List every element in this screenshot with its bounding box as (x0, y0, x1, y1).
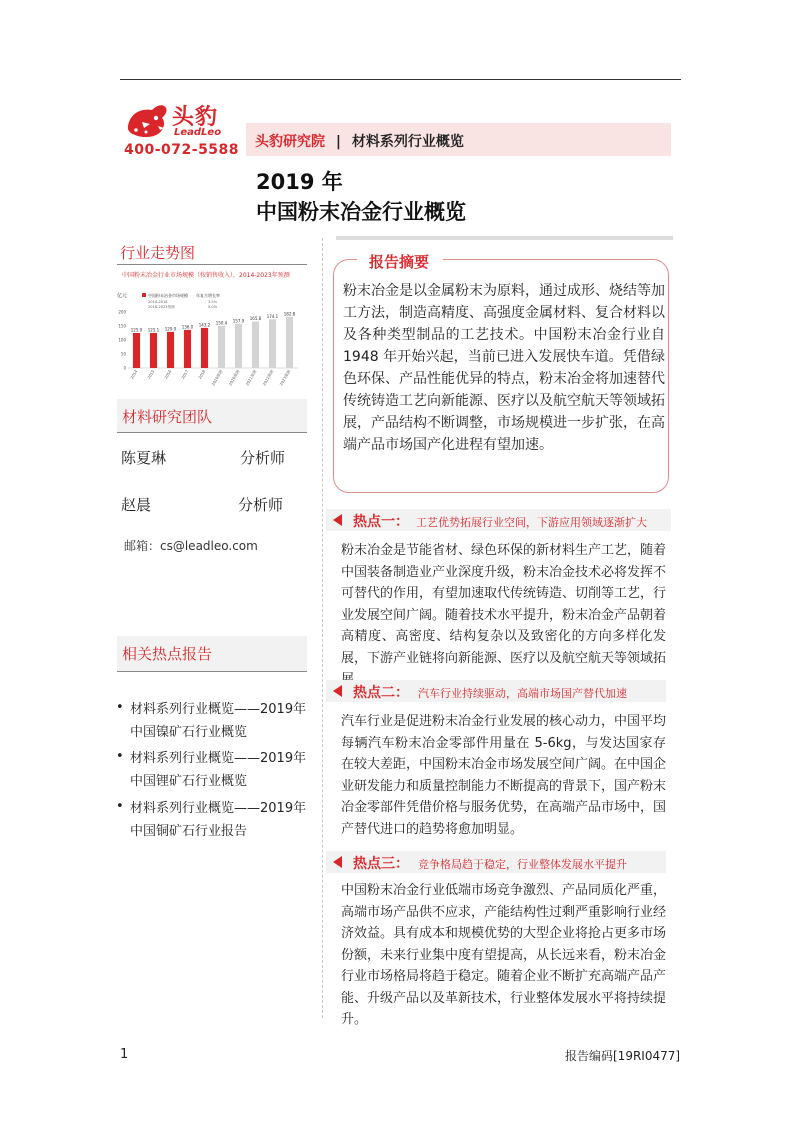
leopard-logo-icon (124, 100, 170, 144)
chart-bar (201, 328, 208, 368)
x-tick-label: 2023预测 (278, 369, 292, 387)
x-tick-label: 2014 (129, 369, 139, 380)
chart-bar (218, 326, 225, 368)
hotspot-marker-icon (333, 514, 342, 526)
bullet-icon: • (116, 799, 124, 814)
bar-value-label: 125.1 (147, 327, 160, 333)
hotspot-label: 热点三： (353, 856, 409, 872)
x-tick-label: 2018 (197, 369, 207, 380)
x-tick-label: 2022预测 (261, 369, 275, 387)
bar-value-label: 174.1 (266, 313, 279, 319)
chart-bar (167, 332, 174, 368)
analyst-name: 陈夏琳 (121, 449, 167, 467)
page-number: 1 (120, 1047, 129, 1062)
cagr-value: 3.5% (208, 300, 218, 304)
related-report-link[interactable]: 材料系列行业概览——2019年中国铜矿石行业报告 (130, 801, 307, 839)
related-heading: 相关热点报告 (122, 645, 213, 663)
trend-rule (117, 264, 307, 265)
top-rule (120, 79, 681, 80)
report-title: 中国粉末冶金行业概览 (256, 200, 466, 224)
contact-email: 邮箱：cs@leadleo.com (124, 539, 258, 553)
bar-value-label: 157.9 (232, 318, 245, 324)
hotspot-text: 中国粉末冶金行业低端市场竞争激烈、产品同质化严重，高端市场产品供不应求，产能结构性过剩严重影响行业经济效益。具有成本和规模优势的大型企业将抢占更多市场份额，未来行业集中度有望提高，从长远来看，粉末冶金行业市场格局将趋于稳定。随着企业不断扩充高端产品产能、升级产品以及革新技术，行业整体发展水平将持续提升。 (341, 883, 667, 1027)
bar-value-label: 136.0 (181, 324, 194, 330)
y-tick-label: 0 (123, 365, 126, 371)
x-tick-label: 2019预测 (210, 369, 224, 387)
report-year: 2019 年 (256, 170, 343, 194)
hotspot-text: 汽车行业是促进粉末冶金行业发展的核心动力，中国平均每辆汽车粉末冶金零部件用量在 5-6kg，与发达国家存在较大差距，中国粉末冶金市场发展空间广阔。在中国企业研发能力和质量控制能力不断提高的背景下，国产粉末冶金零部件凭借价格与服务优势，在高端产品市场中，国产替代进口的趋势将愈加明显。 (341, 714, 667, 837)
logo-text-en: LeadLeo (174, 127, 222, 138)
hotspot-subtitle: 竞争格局趋于稳定，行业整体发展水平提升 (418, 858, 627, 871)
bar-value-label: 150.4 (215, 320, 228, 326)
chart-bar (133, 333, 140, 368)
chart-bar (235, 324, 242, 368)
y-tick-label: 200 (118, 309, 126, 315)
y-axis-unit: 亿元 (117, 293, 128, 299)
logo-text-cn: 头豹 (172, 105, 219, 130)
y-tick-label: 150 (118, 323, 126, 329)
column-divider (322, 238, 323, 1018)
chart-title: 中国粉末冶金行业市场规模（按销售收入），2014-2023年预测 (122, 272, 290, 279)
header-separator: | (335, 134, 341, 150)
chart-bar (184, 330, 191, 368)
chart-bar (252, 322, 259, 368)
report-code: 报告编码[19RI0477] (565, 1049, 681, 1063)
analyst-role: 分析师 (238, 496, 284, 514)
hotspot-label: 热点二： (353, 685, 409, 701)
x-tick-label: 2017 (180, 369, 190, 380)
cagr-period: 2018-2023预测 (148, 305, 175, 309)
legend-entry: 中国粉末冶金市场规模 (148, 293, 188, 298)
hotspot-marker-icon (333, 685, 342, 697)
x-tick-label: 2016 (163, 369, 173, 380)
related-report-link[interactable]: 材料系列行业概览——2019年中国镍矿石行业概览 (130, 702, 307, 740)
bullet-icon: • (116, 749, 124, 764)
chart-bar (286, 317, 293, 368)
hotspot-subtitle: 工艺优势拓展行业空间，下游应用领域逐渐扩大 (416, 516, 647, 529)
header-title (255, 131, 464, 151)
institute-name: 头豹研究院 (255, 134, 325, 150)
hotspot-text: 粉末冶金是节能省材、绿色环保的新材料生产工艺，随着中国装备制造业产业深度升级，粉末冶金技术必将发挥不可替代的作用，有望加速取代传统铸造、切削等工艺，行业发展空间广阔。随着技术水平提升，粉末冶金产品朝着高精度、高密度、结构复杂以及致密化的方向多样化发展，下游产业链将向新能源、医疗以及航空航天等领域拓 (341, 543, 667, 666)
cagr-period: 2014-2018 (148, 300, 168, 304)
phone-number: 400-072-5588 (124, 142, 240, 158)
y-tick-label: 100 (118, 337, 126, 343)
related-report-link[interactable]: 材料系列行业概览——2019年中国锂矿石行业概览 (130, 751, 307, 789)
x-tick-label: 2020预测 (227, 369, 241, 387)
team-heading: 材料研究团队 (122, 408, 213, 426)
trend-heading: 行业走势图 (120, 244, 196, 262)
summary-label: 报告摘要 (369, 253, 430, 271)
x-tick-label: 2021预测 (244, 369, 258, 387)
bar-value-label: 129.0 (164, 326, 177, 332)
analyst-name: 赵晨 (121, 496, 152, 514)
bullet-icon: • (116, 700, 124, 715)
analyst-role: 分析师 (240, 449, 286, 467)
hotspot-subtitle: 汽车行业持续驱动，高端市场国产替代加速 (418, 687, 627, 700)
legend-swatch (142, 293, 146, 297)
summary-top-bar (336, 236, 673, 240)
team-rule (117, 432, 307, 433)
chart-bar (269, 319, 276, 368)
bar-value-label: 125.0 (130, 327, 143, 333)
market-size-chart (112, 284, 302, 390)
bar-value-label: 182.8 (283, 311, 296, 317)
y-tick-label: 50 (120, 351, 126, 357)
x-tick-label: 2015 (146, 369, 156, 380)
hotspot-marker-icon (333, 856, 342, 868)
series-name: 材料系列行业概览 (351, 134, 464, 150)
legend-entry: 年复合增长率 (196, 293, 220, 298)
summary-text: 粉末冶金是以金属粉末为原料，通过成形、烧结等加工方法，制造高精度、高强度金属材料、复合材料以及各种类型制品的工艺技术。中国粉末冶金行业自 1948 年开始兴起，当前已进入发展快车道。凭借绿色环保、产品性能优异的特点，粉末冶金将加速替代传统铸造工艺向新能源、医疗以及航空航天等领域拓展，产品结构不断调整，市场规模进一步扩张，在高端产品市场国产化进程有望加速。 (343, 283, 665, 453)
hotspot-label: 热点一： (353, 514, 409, 530)
bar-value-label: 165.8 (249, 316, 262, 322)
related-rule (117, 671, 307, 672)
bar-value-label: 143.2 (198, 322, 211, 328)
chart-bar (150, 333, 157, 368)
cagr-value: 5.0% (208, 305, 218, 309)
